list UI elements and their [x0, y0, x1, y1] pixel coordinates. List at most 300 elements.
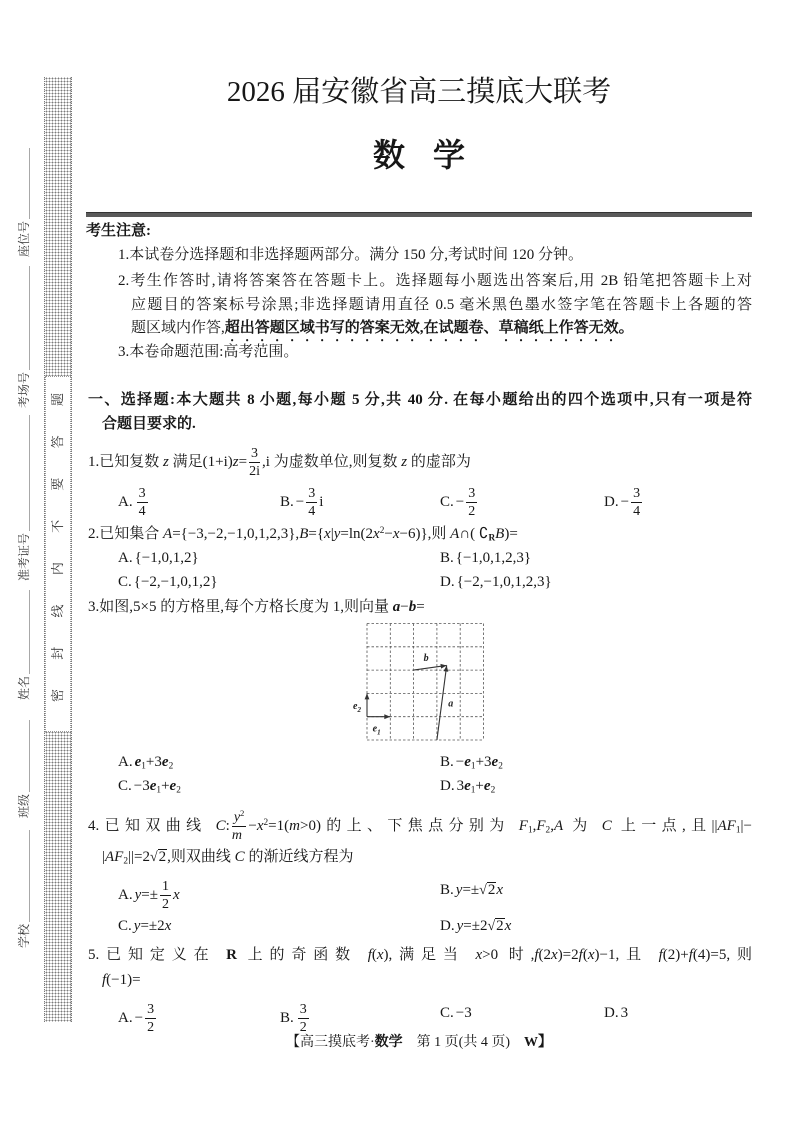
question-5-option-a	[118, 1002, 158, 1035]
text-run: =±2	[140, 918, 165, 934]
subscript: 1	[527, 825, 533, 836]
question-4-stem-line-1	[88, 808, 752, 843]
option-label: A.	[118, 886, 133, 903]
question-4-option-d	[440, 915, 511, 937]
text-run: −6)},则	[399, 526, 451, 542]
text-run: {−2,−1,0,1,2}	[133, 574, 218, 590]
math-variable: m	[231, 828, 242, 843]
text-run: 3	[138, 486, 146, 501]
class-label: 班级	[17, 793, 31, 818]
question-2-option-c	[118, 571, 218, 593]
text-run: ),满足当	[383, 947, 476, 963]
text-run: ,则双曲线	[167, 849, 235, 865]
name-label: 姓名	[17, 675, 31, 700]
question-3-option-d	[440, 775, 495, 797]
math-sqrt	[150, 846, 167, 869]
text-run: 4	[308, 504, 316, 519]
bold-text: ,	[419, 320, 424, 336]
math-variable: x	[172, 886, 180, 903]
text-run: =	[416, 599, 425, 615]
question-5-option-d	[604, 1002, 628, 1024]
math-variable: y	[233, 810, 241, 825]
bold-text: 、	[483, 320, 499, 336]
option-content	[134, 778, 181, 794]
option-label: D.	[440, 778, 455, 794]
seal-char: 不	[50, 519, 65, 533]
text-run: >0)的上、下焦点分别为	[299, 817, 519, 834]
text-run: −3	[455, 1005, 472, 1021]
text-run: {−1,0,1,2}	[134, 550, 199, 566]
question-1-stem	[88, 446, 471, 479]
option-content	[457, 574, 552, 590]
text-run: 3	[633, 486, 641, 501]
math-vector: e	[464, 754, 471, 770]
question-5-option-b	[280, 1002, 311, 1035]
math-variable: x	[373, 526, 380, 542]
vector-b-label	[424, 653, 429, 664]
name-field	[15, 590, 31, 700]
text-run: −	[384, 526, 393, 542]
text-run: =±	[462, 882, 480, 898]
text-run: ={−3,−2,−1,0,1,2,3},	[172, 526, 300, 542]
text-run: >0 时,	[482, 947, 535, 963]
question-4-stem-line-2	[102, 846, 353, 868]
admission-number-field	[15, 415, 31, 581]
text-run: )=2	[557, 947, 579, 963]
text-run: =±	[141, 886, 158, 903]
text-run: {−2,−1,0,1,2,3}	[456, 574, 552, 590]
option-content	[457, 778, 496, 794]
vector-label-text: e	[372, 723, 378, 735]
math-variable: f	[102, 972, 107, 988]
text-run: 第 1 页(共 4 页)	[402, 1035, 524, 1050]
fraction-numerator	[249, 446, 260, 463]
math-sqrt	[487, 915, 504, 938]
option-content	[620, 486, 644, 519]
question-3-option-a	[118, 751, 173, 773]
text-run: 2	[161, 897, 169, 912]
subject-title: 数学	[372, 137, 493, 173]
notice-item-3	[118, 341, 298, 363]
subscript: 2	[490, 785, 496, 796]
text-run: +	[161, 778, 170, 794]
radicand	[487, 882, 497, 898]
text-run: =1(	[268, 817, 290, 834]
question-4-option-c	[118, 915, 171, 937]
math-variable: x	[392, 526, 400, 542]
question-3-option-b	[440, 751, 503, 773]
math-vector: e	[149, 778, 157, 794]
text-run: |	[102, 849, 106, 865]
option-content	[135, 486, 150, 519]
question-2-stem	[88, 523, 518, 545]
math-variable: x	[324, 526, 331, 542]
math-variable: x	[496, 882, 503, 898]
text-run: 1.已知复数	[88, 453, 164, 470]
text-run: 3.如图,5×5 的方格里,每个方格长度为 1,则向量	[88, 599, 393, 615]
text-run: 3	[251, 446, 259, 461]
text-run: 【高三摸底考·	[286, 1035, 375, 1050]
text-run: +3	[475, 754, 492, 770]
text-run: −	[134, 1009, 144, 1026]
math-variable: A	[163, 526, 173, 542]
text-run: 上的奇函数	[237, 947, 368, 963]
text-run: +3	[145, 754, 162, 770]
math-variable: f	[578, 947, 583, 963]
notice-title: 考生注意:	[86, 223, 151, 239]
fraction-numerator	[298, 1002, 309, 1019]
math-variable: f	[534, 947, 539, 963]
math-variable: F	[536, 817, 546, 834]
superscript: 2	[263, 817, 269, 828]
option-content	[456, 1005, 472, 1021]
text-run: 3	[147, 1002, 155, 1017]
option-label: C.	[118, 778, 132, 794]
fraction-numerator	[466, 486, 477, 503]
math-variable: C	[234, 849, 245, 865]
fraction-denominator	[466, 503, 477, 519]
math-fraction	[306, 486, 317, 519]
text-run: ,	[550, 817, 554, 834]
option-content	[135, 754, 174, 770]
text-run: −3	[133, 778, 150, 794]
complement-symbol	[479, 526, 495, 542]
math-vector: e	[134, 754, 142, 770]
question-1-option-b	[280, 486, 324, 519]
math-variable: z	[163, 453, 169, 470]
admission-number-blank	[29, 415, 30, 531]
exam-room-blank	[29, 266, 30, 370]
text-run: |−	[740, 817, 752, 834]
text-run: 2.已知集合	[88, 526, 164, 542]
text-run: 为	[563, 817, 602, 834]
math-variable: x	[551, 947, 558, 963]
subscript: 1	[141, 761, 146, 772]
math-variable: C	[601, 817, 612, 834]
text-run: 3.本卷命题范围:高考范围。	[118, 344, 299, 360]
math-fraction	[232, 810, 247, 843]
math-variable: x	[256, 817, 264, 834]
option-content	[134, 1002, 158, 1035]
math-variable: F	[518, 817, 528, 834]
math-vector: e	[464, 778, 471, 794]
notice-item-2-line-3	[131, 317, 634, 339]
fraction-numerator	[631, 486, 642, 503]
option-label: B.	[440, 550, 454, 566]
text-run: 4	[138, 504, 146, 519]
vector-e2-label	[353, 701, 361, 714]
text-run: 2.考生作答时,请将答案答在答题卡上。选择题每小题选出答案后,用 2B 铅笔把答题卡上对	[118, 273, 752, 289]
option-label: B.	[280, 1009, 294, 1026]
text-run: 2	[158, 849, 167, 865]
text-run: ,i 为虚数单位,则复数	[262, 453, 402, 470]
option-label: D.	[604, 1005, 619, 1021]
text-run: 1	[161, 879, 169, 894]
vector-label-text: b	[423, 652, 429, 664]
radical-sign-icon: √	[479, 883, 487, 898]
emphasized-text: 超出答题区域书写的答案无效	[224, 320, 420, 336]
bold-text: 数学	[374, 1035, 403, 1050]
school-blank	[29, 830, 30, 922]
math-variable: AF	[105, 849, 124, 865]
text-run: 的虚部为	[407, 453, 471, 470]
vector-label-index: 1	[377, 728, 381, 737]
option-label: D.	[440, 574, 455, 590]
math-variable: f	[367, 947, 372, 963]
name-blank	[29, 590, 30, 674]
option-content	[134, 574, 218, 590]
text-run: )−1,且	[594, 947, 659, 963]
text-run: 3	[308, 486, 316, 501]
text-run: (	[371, 947, 377, 963]
question-5-stem-line-2	[102, 969, 141, 991]
text-run: 3	[620, 1005, 629, 1021]
math-variable: y	[333, 526, 341, 542]
school-field	[15, 830, 31, 948]
seat-number-field	[15, 148, 31, 257]
subscript: R	[488, 533, 496, 544]
vector-a-label	[448, 699, 453, 710]
subscript: 2	[176, 785, 181, 796]
option-label: B.	[440, 882, 454, 898]
text-run: 2	[487, 882, 496, 898]
text-run: −	[295, 493, 305, 510]
complement-sign-icon: ∁	[478, 526, 489, 542]
text-run: 题区域内作答,	[131, 320, 225, 336]
text-run: −	[455, 754, 465, 770]
option-label: A.	[118, 493, 133, 510]
text-run: 4	[633, 504, 641, 519]
math-vector: e	[161, 754, 169, 770]
math-variable: B	[495, 526, 505, 542]
question-4-option-a	[118, 879, 180, 912]
text-run: −	[400, 599, 409, 615]
seal-char: 封	[50, 646, 65, 660]
radicand	[158, 849, 168, 865]
subscript: 1	[156, 785, 162, 796]
text-run: (	[582, 947, 588, 963]
text-run: |	[330, 526, 334, 542]
text-run: i	[319, 493, 324, 510]
fraction-numerator	[160, 879, 171, 896]
school-label: 学校	[17, 923, 31, 948]
text-run: (2	[538, 947, 552, 963]
vector-e1-label	[373, 724, 381, 737]
math-variable: z	[401, 453, 408, 470]
subscript: 1	[735, 825, 741, 836]
text-run: 一、选择题:本大题共 8 小题,每小题 5 分,共 40 分. 在每小题给出的四个选项中,只有一项是符	[88, 392, 752, 408]
question-4-option-b	[440, 879, 503, 901]
subscript: 2	[168, 761, 174, 772]
fraction-denominator	[137, 503, 148, 519]
text-run: 上一点,且||	[611, 817, 718, 834]
option-label: C.	[440, 1005, 454, 1021]
math-vector: e	[169, 778, 177, 794]
math-variable: A	[553, 817, 564, 834]
text-run: 应题目的答案标号涂黑;非选择题请用直径 0.5 毫米黑色墨水签字笔在答题卡上各题的答	[131, 297, 752, 313]
text-run: =±2	[463, 918, 488, 934]
bold-text: W】	[524, 1035, 552, 1050]
text-run: 1.本试卷分选择题和非选择题两部分。满分 150 分,考试时间 120 分钟。	[118, 247, 584, 263]
text-run: (4)=5,则	[692, 947, 752, 963]
admission-number-label: 准考证号	[17, 532, 31, 581]
math-vector: b	[408, 599, 417, 615]
text-run: +	[475, 778, 484, 794]
option-content	[456, 550, 531, 566]
fraction-numerator	[137, 486, 148, 503]
option-label: C.	[118, 574, 132, 590]
emphasized-text: 草稿纸上作答无效	[498, 320, 619, 336]
question-1-option-c	[440, 486, 479, 519]
text-run: =ln(2	[340, 526, 374, 542]
option-content	[455, 486, 479, 519]
question-1-option-a	[118, 486, 150, 519]
superscript: 2	[240, 808, 245, 819]
math-vector: a	[392, 599, 401, 615]
radical-sign-icon: √	[487, 919, 496, 934]
math-variable: x	[587, 947, 595, 963]
page-footer	[86, 1032, 752, 1054]
fraction-denominator	[160, 896, 171, 912]
vector-grid-figure	[355, 615, 495, 750]
question-1-option-d	[604, 486, 644, 519]
seal-char: 线	[50, 604, 65, 618]
class-field	[15, 720, 31, 818]
text-run: =	[238, 453, 248, 470]
subscript: 2	[498, 761, 503, 772]
math-fraction	[298, 1002, 309, 1035]
notice-item-1	[118, 244, 583, 266]
section-heading-line-1	[88, 389, 752, 411]
seal-char: 密	[50, 688, 65, 702]
text-run: 2	[496, 918, 504, 934]
subscript: 1	[470, 761, 476, 772]
question-2-option-d	[440, 571, 552, 593]
math-variable: x	[504, 918, 512, 934]
math-fraction	[631, 486, 642, 519]
fraction-denominator	[232, 827, 247, 843]
math-fraction	[466, 486, 477, 519]
text-run: ||=2	[128, 849, 150, 865]
text-run: ∩(	[459, 526, 479, 542]
text-run: 2	[147, 1020, 155, 1035]
option-label: A.	[118, 1009, 133, 1026]
text-run: 3	[468, 486, 476, 501]
question-5-option-c	[440, 1002, 472, 1024]
vector-e2-arrowhead-icon	[365, 693, 370, 699]
text-run: (−1)=	[106, 972, 141, 988]
math-vector: e	[491, 754, 499, 770]
option-content	[621, 1005, 629, 1021]
math-fraction	[249, 446, 260, 479]
math-variable: z	[232, 453, 239, 470]
math-variable: x	[376, 947, 384, 963]
option-content	[456, 882, 503, 898]
text-run: 满足(1+i)	[168, 453, 233, 470]
math-sqrt	[479, 879, 496, 902]
option-content	[296, 1002, 311, 1035]
option-label: A.	[118, 754, 133, 770]
math-fraction	[145, 1002, 156, 1035]
math-variable: y	[133, 918, 141, 934]
question-2-option-b	[440, 547, 531, 569]
class-blank	[29, 720, 30, 792]
seat-number-label: 座位号	[17, 220, 31, 257]
vector-e1-arrowhead-icon	[384, 714, 390, 719]
fraction-denominator	[306, 503, 317, 519]
option-label: A.	[118, 550, 133, 566]
notice-item-2-line-2	[131, 294, 752, 316]
text-run: (2)+	[662, 947, 689, 963]
math-variable: AF	[717, 817, 736, 834]
option-label: B.	[440, 754, 454, 770]
bold-text: 。	[618, 320, 634, 336]
vector-label-index: 2	[357, 706, 361, 715]
seat-number-blank	[29, 148, 30, 219]
text-run: 合题目要求的.	[102, 416, 196, 432]
fraction-denominator	[249, 463, 260, 479]
text-run: ,	[532, 817, 537, 834]
subscript: 2	[123, 856, 128, 867]
text-run: −	[248, 817, 257, 834]
option-content	[134, 918, 172, 934]
subscript: 2	[545, 825, 551, 836]
math-variable: y	[134, 886, 142, 903]
fraction-numerator	[306, 486, 317, 503]
text-run: 3	[299, 1002, 307, 1017]
option-content	[135, 550, 199, 566]
option-content	[457, 918, 512, 934]
math-variable: f	[658, 947, 663, 963]
seal-char: 内	[50, 562, 65, 576]
option-content	[456, 754, 503, 770]
subscript: 1	[470, 785, 476, 796]
text-run: 3	[456, 778, 465, 794]
math-fraction	[160, 879, 171, 912]
fraction-denominator	[631, 503, 642, 519]
math-vector: e	[483, 778, 491, 794]
option-content	[134, 879, 180, 912]
text-run: {−1,0,1,2,3}	[455, 550, 532, 566]
math-variable: x	[475, 947, 483, 963]
header-rule	[86, 212, 752, 217]
vector-a	[437, 665, 447, 740]
question-3-option-c	[118, 775, 181, 797]
seal-char: 答	[50, 435, 65, 449]
seal-notice-text	[50, 393, 65, 702]
text-run: 2	[299, 1020, 307, 1035]
option-label: C.	[118, 918, 132, 934]
math-variable: m	[289, 817, 300, 834]
text-run: )=	[504, 526, 518, 542]
notice-item-2-line-1	[118, 270, 752, 292]
radicand	[495, 918, 505, 934]
math-variable: y	[455, 882, 463, 898]
option-label: B.	[280, 493, 294, 510]
text-run: 的渐近线方程为	[244, 849, 354, 865]
seal-char: 要	[50, 477, 65, 491]
exam-title: 2026 届安徽省高三摸底大联考	[226, 76, 612, 108]
bold-text: R	[226, 947, 238, 963]
math-variable: B	[299, 526, 309, 542]
vector-label-text: a	[448, 698, 454, 710]
emphasized-text: 在试题卷	[423, 320, 484, 336]
text-run: 2	[468, 504, 476, 519]
math-fraction	[137, 486, 148, 519]
section-heading-line-2	[102, 413, 196, 435]
math-variable: A	[450, 526, 460, 542]
text-run: :	[225, 817, 230, 834]
